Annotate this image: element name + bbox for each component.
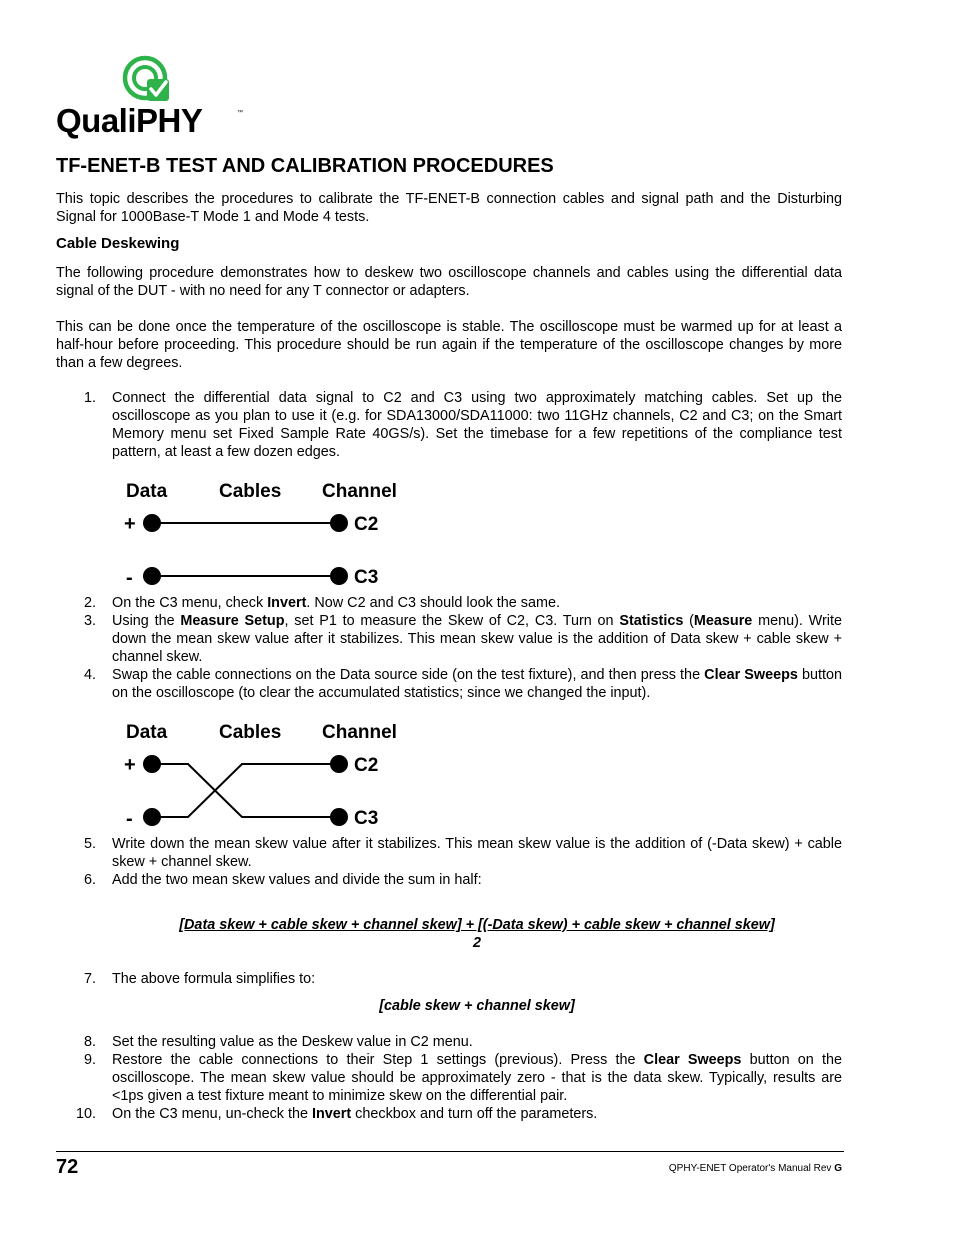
step-5: 5. Write down the mean skew value after it stabilizes. This mean skew value is the addition of (-Data skew) + cable skew + channel skew.	[83, 836, 842, 870]
step-6: 6. Add the two mean skew values and divide the sum in half:	[83, 872, 482, 888]
step-7: 7. The above formula simplifies to:	[83, 971, 316, 987]
diagram-label-data: Data	[126, 481, 168, 502]
footer-manual-title: QPHY-ENET Operator's Manual Rev G	[668, 1163, 842, 1174]
steps-list-1	[56, 389, 842, 461]
intro-paragraph: This topic describes the procedures to calibrate the TF-ENET-B connection cables and signal path and the Disturbing Signal for 1000Base-T Mode 1 and Mode 4 tests.	[56, 191, 842, 225]
formula-simplified: [cable skew + channel skew]	[379, 998, 575, 1014]
step-10: 10. On the C3 menu, un-check the Invert checkbox and turn off the parameters.	[75, 1106, 598, 1122]
footer-divider	[56, 1151, 844, 1152]
formula-numerator: [Data skew + cable skew + channel skew] + [(-Data skew) + cable skew + channel skew]	[179, 917, 775, 933]
paragraph-temperature: This can be done once the temperature of the oscilloscope is stable. The oscilloscope must be warmed up for at least a half-hour before proceeding. This procedure should be run again if the temperature of the oscilloscope changes by more than a few degrees.	[56, 319, 842, 371]
diagram-plus: +	[124, 754, 136, 776]
step-8: 8. Set the resulting value as the Deskew value in C2 menu.	[83, 1034, 473, 1050]
paragraph-procedure: The following procedure demonstrates how to deskew two oscilloscope channels and cables using the differential data signal of the DUT - with no need for any T connector or adapters.	[56, 265, 842, 299]
diagram-c3-label: C3	[354, 567, 379, 588]
diagram-minus: -	[126, 567, 133, 589]
steps-list-4	[56, 970, 842, 988]
diagram-label-cables: Cables	[219, 481, 282, 502]
cable-diagram-straight	[120, 475, 410, 590]
step-4: 4. Swap the cable connections on the Data source side (on the test fixture), and then press the Clear Sweeps button on the oscilloscope (to clear the accumulated statistics; since we changed the input).	[83, 667, 842, 701]
qualiphy-logo-icon	[121, 54, 173, 106]
cable-line-crossed-a	[152, 764, 339, 817]
diagram-c3-label: C3	[354, 808, 379, 829]
section-heading: Cable Deskewing	[56, 235, 180, 252]
diagram-label-data: Data	[126, 722, 168, 743]
formula-denominator: 2	[472, 935, 481, 951]
page-title: TF-ENET-B TEST AND CALIBRATION PROCEDURES	[56, 155, 554, 177]
cable-diagram-swapped	[120, 716, 410, 831]
qualiphy-logo-text: QualiPHY	[56, 102, 203, 139]
diagram-label-channel: Channel	[322, 722, 397, 743]
diagram-label-cables: Cables	[219, 722, 282, 743]
steps-list-5	[56, 1033, 842, 1123]
diagram-c2-label: C2	[354, 514, 379, 535]
step-9: 9. Restore the cable connections to their Step 1 settings (previous). Press the Clear Sweeps button on the oscilloscope. The mean skew value should be approximately zero - that is the data skew. Typically, results are <1ps given a test fixture meant to minimize skew on the differential pair.	[83, 1052, 842, 1104]
diagram-plus: +	[124, 513, 136, 535]
diagram-minus: -	[126, 808, 133, 830]
cable-line-crossed-b	[152, 764, 339, 817]
step-2: 2. On the C3 menu, check Invert. Now C2 and C3 should look the same.	[83, 595, 560, 611]
diagram-c2-label: C2	[354, 755, 379, 776]
diagram-label-channel: Channel	[322, 481, 397, 502]
steps-list-3	[56, 835, 842, 889]
step-3: 3. Using the Measure Setup, set P1 to measure the Skew of C2, C3. Turn on Statistics (Measure menu). Write down the mean skew value after it stabilizes. This mean skew value is the addition of Data skew + cable skew + channel skew.	[83, 613, 842, 665]
trademark-symbol: ™	[237, 110, 243, 116]
page-number: 72	[56, 1156, 79, 1178]
formula-average	[56, 916, 898, 952]
steps-list-2	[56, 594, 842, 702]
step-1: 1. Connect the differential data signal to C2 and C3 using two approximately matching cables. Set up the oscilloscope as you plan to use it (e.g. for SDA13000/SDA11000: two 11GHz channels, C2 and C3; on the Smart Memory menu set Fixed Sample Rate 40GS/s). Set the timebase for a few repetitions of the compliance test pattern, at least a few dozen edges.	[83, 390, 842, 460]
